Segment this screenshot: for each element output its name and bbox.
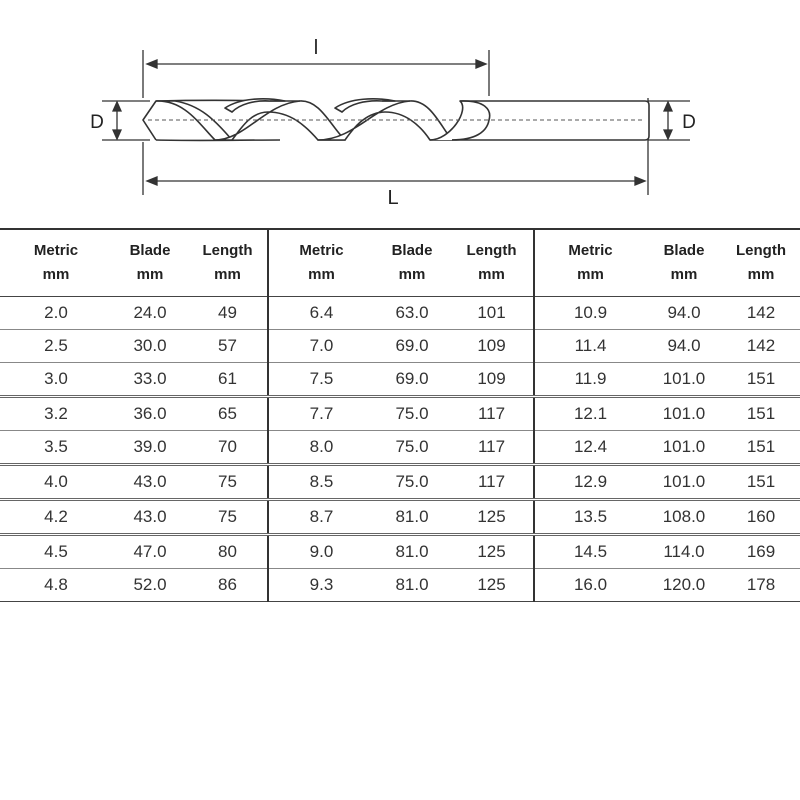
table-cell: 151	[722, 363, 800, 397]
diameter-label-left: D	[90, 112, 104, 133]
table-cell: 30.0	[112, 330, 188, 363]
table-body	[0, 297, 800, 602]
table-cell: 9.0	[268, 535, 374, 569]
table-cell: 12.4	[534, 431, 646, 465]
table-cell: 114.0	[646, 535, 722, 569]
table-cell: 75	[188, 500, 268, 535]
table-cell: 7.5	[268, 363, 374, 397]
table-cell: 125	[450, 569, 534, 602]
table-cell: 94.0	[646, 330, 722, 363]
table-cell: 8.5	[268, 465, 374, 500]
table-cell: 2.5	[0, 330, 112, 363]
table-row	[0, 465, 800, 500]
table-cell: 13.5	[534, 500, 646, 535]
table-cell: 43.0	[112, 465, 188, 500]
table-cell: 16.0	[534, 569, 646, 602]
table-cell: 125	[450, 535, 534, 569]
table-cell: 75.0	[374, 397, 450, 431]
table-row	[0, 330, 800, 363]
table-cell: 101.0	[646, 465, 722, 500]
table-cell: 4.0	[0, 465, 112, 500]
table-cell: 63.0	[374, 297, 450, 330]
table-row	[0, 535, 800, 569]
table-cell: 151	[722, 465, 800, 500]
table-cell: 120.0	[646, 569, 722, 602]
drill-size-table	[0, 228, 800, 602]
table-row	[0, 397, 800, 431]
table-row	[0, 431, 800, 465]
table-cell: 101	[450, 297, 534, 330]
table-cell: 75.0	[374, 431, 450, 465]
table-cell: 81.0	[374, 569, 450, 602]
table-cell: 178	[722, 569, 800, 602]
table-cell: 80	[188, 535, 268, 569]
table-cell: 142	[722, 330, 800, 363]
table-cell: 75	[188, 465, 268, 500]
table-cell: 14.5	[534, 535, 646, 569]
column-header	[722, 229, 800, 297]
column-header	[188, 229, 268, 297]
table-cell: 61	[188, 363, 268, 397]
column-header-unit: mm	[478, 266, 505, 283]
table-cell: 108.0	[646, 500, 722, 535]
table-cell: 8.7	[268, 500, 374, 535]
table-cell: 65	[188, 397, 268, 431]
overall-length-label: L	[387, 187, 399, 209]
table-cell: 117	[450, 465, 534, 500]
table-cell: 101.0	[646, 431, 722, 465]
table-cell: 101.0	[646, 397, 722, 431]
table-cell: 69.0	[374, 330, 450, 363]
table-cell: 7.7	[268, 397, 374, 431]
table-cell: 3.0	[0, 363, 112, 397]
table-cell: 109	[450, 330, 534, 363]
column-header-title: Length	[466, 242, 517, 259]
drill-shank	[470, 101, 649, 140]
table-cell: 169	[722, 535, 800, 569]
table-cell: 39.0	[112, 431, 188, 465]
column-header-title: Length	[202, 242, 253, 259]
table-cell: 33.0	[112, 363, 188, 397]
column-header-title: Blade	[391, 242, 433, 259]
table-cell: 11.9	[534, 363, 646, 397]
table-cell: 4.2	[0, 500, 112, 535]
table-cell: 4.5	[0, 535, 112, 569]
column-header	[534, 229, 646, 297]
table-cell: 75.0	[374, 465, 450, 500]
flute-length-label: l	[313, 37, 319, 59]
table-cell: 160	[722, 500, 800, 535]
column-header	[268, 229, 374, 297]
table-cell: 70	[188, 431, 268, 465]
table-row	[0, 297, 800, 330]
table-cell: 57	[188, 330, 268, 363]
column-header	[450, 229, 534, 297]
table-cell: 6.4	[268, 297, 374, 330]
table-cell: 11.4	[534, 330, 646, 363]
table-cell: 8.0	[268, 431, 374, 465]
column-header-title: Metric	[299, 242, 344, 259]
table-cell: 117	[450, 431, 534, 465]
table-header-row	[0, 229, 800, 297]
column-header-title: Blade	[129, 242, 171, 259]
column-header-title: Blade	[663, 242, 705, 259]
column-header-unit: mm	[577, 266, 604, 283]
table-cell: 24.0	[112, 297, 188, 330]
column-header-unit: mm	[214, 266, 241, 283]
table-cell: 3.2	[0, 397, 112, 431]
table-cell: 7.0	[268, 330, 374, 363]
column-header	[112, 229, 188, 297]
column-header-unit: mm	[670, 266, 698, 283]
table-cell: 94.0	[646, 297, 722, 330]
table-cell: 86	[188, 569, 268, 602]
table-cell: 81.0	[374, 535, 450, 569]
column-header-unit: mm	[747, 266, 775, 283]
table-cell: 81.0	[374, 500, 450, 535]
table-cell: 9.3	[268, 569, 374, 602]
table-cell: 4.8	[0, 569, 112, 602]
table-cell: 125	[450, 500, 534, 535]
column-header-title: Length	[736, 242, 786, 259]
drill-bit-diagram	[0, 0, 800, 215]
column-header-unit: mm	[42, 266, 70, 283]
column-header-unit: mm	[308, 266, 335, 283]
table-cell: 10.9	[534, 297, 646, 330]
column-header	[646, 229, 722, 297]
column-header	[374, 229, 450, 297]
table-cell: 36.0	[112, 397, 188, 431]
table-cell: 117	[450, 397, 534, 431]
table-cell: 2.0	[0, 297, 112, 330]
table-cell: 43.0	[112, 500, 188, 535]
column-header-unit: mm	[398, 266, 426, 283]
column-header-title: Metric	[568, 242, 613, 259]
table-cell: 47.0	[112, 535, 188, 569]
table-row	[0, 569, 800, 602]
column-header-title: Metric	[33, 242, 79, 259]
table-cell: 151	[722, 431, 800, 465]
table-row	[0, 363, 800, 397]
table-cell: 101.0	[646, 363, 722, 397]
table-cell: 12.9	[534, 465, 646, 500]
table-row	[0, 500, 800, 535]
column-header	[0, 229, 112, 297]
table-cell: 12.1	[534, 397, 646, 431]
table-cell: 142	[722, 297, 800, 330]
table-cell: 49	[188, 297, 268, 330]
table-cell: 109	[450, 363, 534, 397]
diameter-label-right: D	[682, 112, 696, 133]
table-cell: 151	[722, 397, 800, 431]
table-cell: 3.5	[0, 431, 112, 465]
table-cell: 69.0	[374, 363, 450, 397]
column-header-unit: mm	[136, 266, 164, 283]
table-cell: 52.0	[112, 569, 188, 602]
